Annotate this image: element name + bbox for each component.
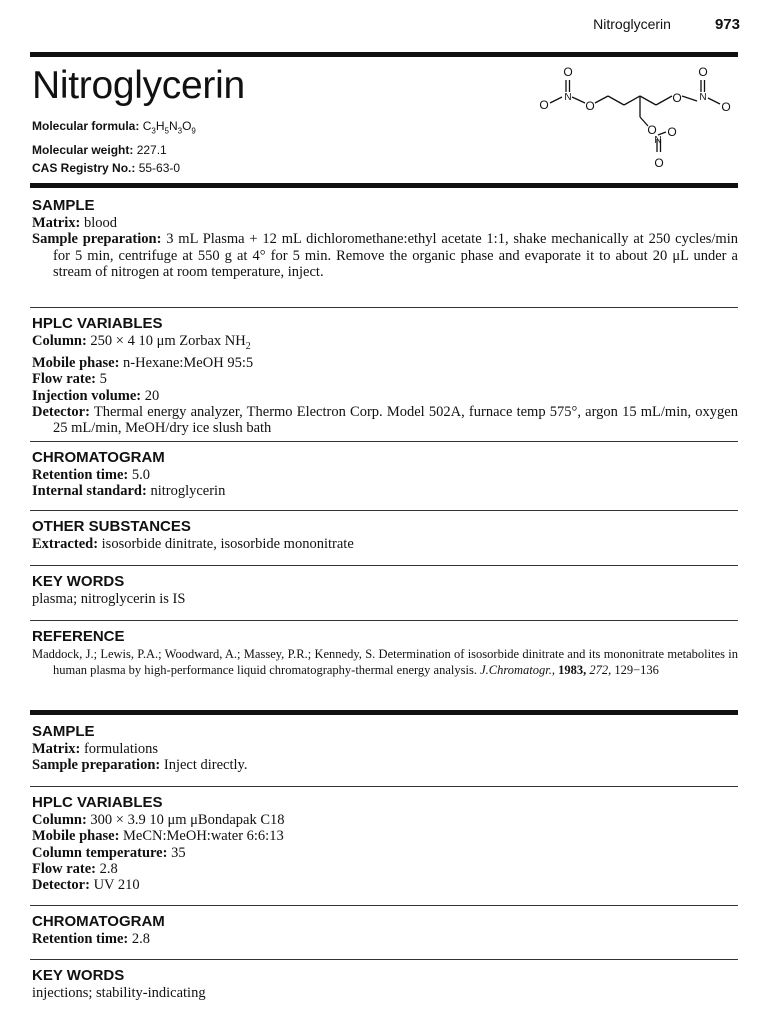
divider [30,620,738,621]
detector-row: Detector: Thermal energy analyzer, Thermo Electron Corp. Model 502A, furnace temp 575°, argon 15 mL/min, oxygen 25 mL/min, MeOH/dry ice slush bath [32,404,738,437]
compound-title: Nitroglycerin [32,64,245,107]
key-words-section [32,967,738,1001]
section-heading: CHROMATOGRAM [32,449,165,466]
atom-o: O [585,99,595,113]
divider [30,905,738,906]
header-rule [30,183,738,188]
column-temperature-row: Column temperature: 35 [32,844,186,861]
extracted-row: Extracted: isosorbide dinitrate, isosorbide mononitrate [32,536,354,552]
top-rule [30,52,738,57]
atom-o: O [721,100,731,114]
atom-o: O [698,65,708,79]
section-heading: REFERENCE [32,628,125,645]
mobile-phase-row: Mobile phase: MeCN:MeOH:water 6:6:13 [32,828,284,845]
retention-time-row: Retention time: 5.0 [32,467,150,483]
atom-n: N [699,92,707,103]
formula-label: Molecular formula: [32,119,140,133]
cas-row [32,159,196,178]
section-heading: OTHER SUBSTANCES [32,518,191,535]
molecular-weight: 227.1 [136,142,167,157]
chemical-structure [530,62,740,178]
reference-section [32,628,738,678]
atom-o: O [672,91,682,105]
cas-label: CAS Registry No.: [32,161,136,176]
atom-o: O [654,156,664,170]
key-words-text: plasma; nitroglycerin is IS [32,591,186,607]
matrix-row: Matrix: formulations [32,741,159,757]
flow-rate-row: Flow rate: 5 [32,371,107,388]
mobile-phase-row: Mobile phase: n-Hexane:MeOH 95:5 [32,355,254,372]
key-words-text: injections; stability-indicating [32,985,206,1001]
hplc-section [32,315,738,437]
atom-n: N [654,135,662,146]
chromatogram-section [32,913,738,947]
compound-properties [32,117,196,178]
sample-prep-row: Sample preparation: 3 mL Plasma + 12 mL dichloromethane:ethyl acetate 1:1, shake mechanically at 250 cycles/min for 5 min, centrifuge at 550 g at 4° for 5 min. Remove the organic phase and evaporate it to about 20 μL under a stream of nitrogen at room temperature, inject. [32,231,738,280]
atom-o: O [539,98,549,112]
detector-row: Detector: UV 210 [32,877,140,894]
weight-row [32,141,196,160]
other-substances-section [32,518,738,552]
section-heading: HPLC VARIABLES [32,794,163,811]
atom-o: O [667,125,677,139]
hplc-section [32,794,738,893]
sample-section [32,723,738,774]
divider [30,441,738,442]
atom-o: O [647,123,657,137]
column-row: Column: 250 × 4 10 μm Zorbax $NH_2$ [32,333,251,352]
running-head [593,16,740,33]
section-heading: KEY WORDS [32,967,125,984]
formula-row [32,117,196,141]
method-separator-rule [30,710,738,715]
section-heading: KEY WORDS [32,573,125,590]
key-words-section [32,573,738,607]
divider [30,307,738,308]
atom-n: N [564,92,572,103]
cas-number: 55-63-0 [138,161,181,176]
atom-o: O [563,65,573,79]
injection-volume-row: Injection volume: 20 [32,387,160,404]
divider [30,786,738,787]
running-head-title: Nitroglycerin [593,16,671,32]
sample-prep-row: Sample preparation: Inject directly. [32,757,248,774]
column-row: Column: 300 × 3.9 10 μm μBondapak C18 [32,812,285,828]
divider [30,510,738,511]
section-heading: SAMPLE [32,197,95,214]
internal-standard-row: Internal standard: nitroglycerin [32,483,226,500]
divider [30,959,738,960]
matrix-row: Matrix: blood [32,215,117,231]
chromatogram-section [32,449,738,500]
section-heading: SAMPLE [32,723,95,740]
molecular-formula: $C_3H_5N_3O_9$ [142,119,196,136]
section-heading: HPLC VARIABLES [32,315,163,332]
weight-label: Molecular weight: [32,142,134,157]
flow-rate-row: Flow rate: 2.8 [32,860,118,877]
divider [30,565,738,566]
retention-time-row: Retention time: 2.8 [32,931,150,947]
reference-citation: Maddock, J.; Lewis, P.A.; Woodward, A.; Massey, P.R.; Kennedy, S. Determination of isosorbide dinitrate and its mononitrate metabolites in human plasma by high-performance liquid chromatography-thermal energy analysis. J.Chromatogr., 1983, 272, 129−136 [32,647,738,677]
section-heading: CHROMATOGRAM [32,913,165,930]
sample-section [32,197,738,280]
page-number: 973 [714,16,740,33]
